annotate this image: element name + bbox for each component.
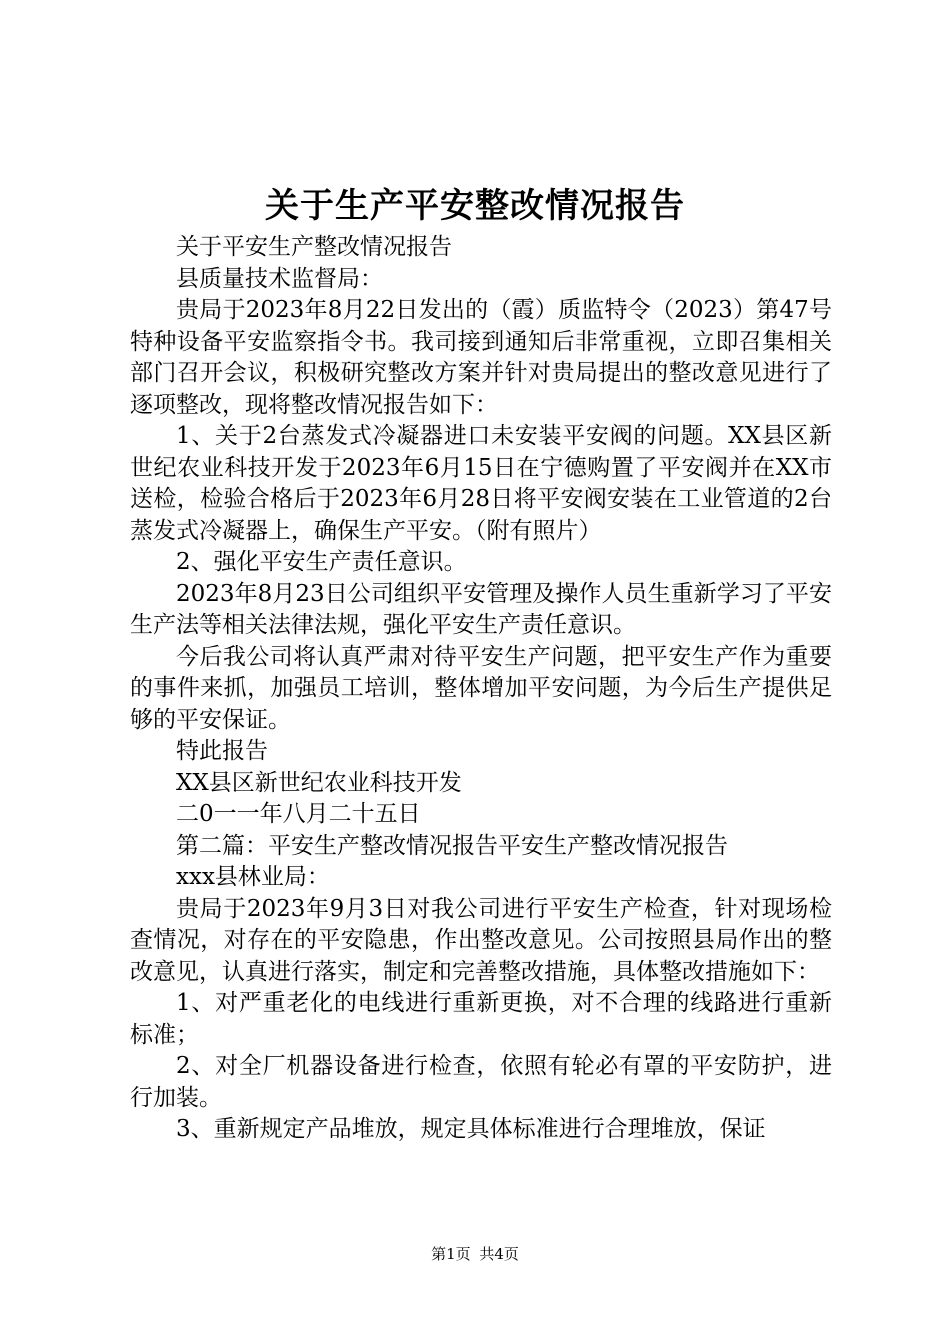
paragraph: 2023年8月23日公司组织平安管理及操作人员生重新学习了平安生产法等相关法律法规，强化平安生产责任意识。 [130,580,832,638]
paragraph: 3、重新规定产品堆放，规定具体标准进行合理堆放，保证 [176,1116,766,1142]
paragraph: 2、强化平安生产责任意识。 [176,549,467,575]
paragraph: 二0一一年八月二十五日 [176,801,421,827]
paragraph: 特此报告 [176,738,268,764]
document-title: 关于生产平安整改情况报告 [265,186,685,226]
document-body [130,232,832,1146]
paragraph: 贵局于2023年8月22日发出的（霞）质监特令（2023）第47号特种设备平安监察指令书。我司接到通知后非常重视，立即召集相关部门召开会议，积极研究整改方案并针对贵局提出的整改意见进行了逐项整改，现将整改情况报告如下： [130,297,832,418]
paragraph: 县质量技术监督局： [176,265,383,292]
paragraph: 贵局于2023年9月3日对我公司进行平安生产检查，针对现场检查情况，对存在的平安隐患，作出整改意见。公司按照县局作出的整改意见，认真进行落实，制定和完善整改措施，具体整改措施如下： [130,895,832,985]
page-footer [0,1244,950,1264]
paragraph: 关于平安生产整改情况报告 [176,234,452,260]
paragraph: 1、对严重老化的电线进行重新更换，对不合理的线路进行重新标准； [130,990,832,1048]
paragraph: 1、关于2台蒸发式冷凝器进口未安装平安阀的问题。XX县区新世纪农业科技开发于2023年6月15日在宁德购置了平安阀并在XX市送检，检验合格后于2023年6月28日将平安阀安装在工业管道的2台蒸发式冷凝器上，确保生产平安。（附有照片） [130,423,832,544]
page-total: 共4页 [479,1245,519,1263]
paragraph: xxx县林业局： [176,864,330,890]
paragraph: 第二篇：平安生产整改情况报告平安生产整改情况报告 [176,832,728,859]
paragraph: 2、对全厂机器设备进行检查，依照有轮必有罩的平安防护，进行加装。 [130,1053,832,1111]
paragraph: 今后我公司将认真严肃对待平安生产问题，把平安生产作为重要的事件来抓，加强员工培训，整体增加平安问题，为今后生产提供足够的平安保证。 [130,643,832,733]
page-number: 第1页 [431,1245,471,1263]
paragraph: XX县区新世纪农业科技开发 [176,769,462,796]
